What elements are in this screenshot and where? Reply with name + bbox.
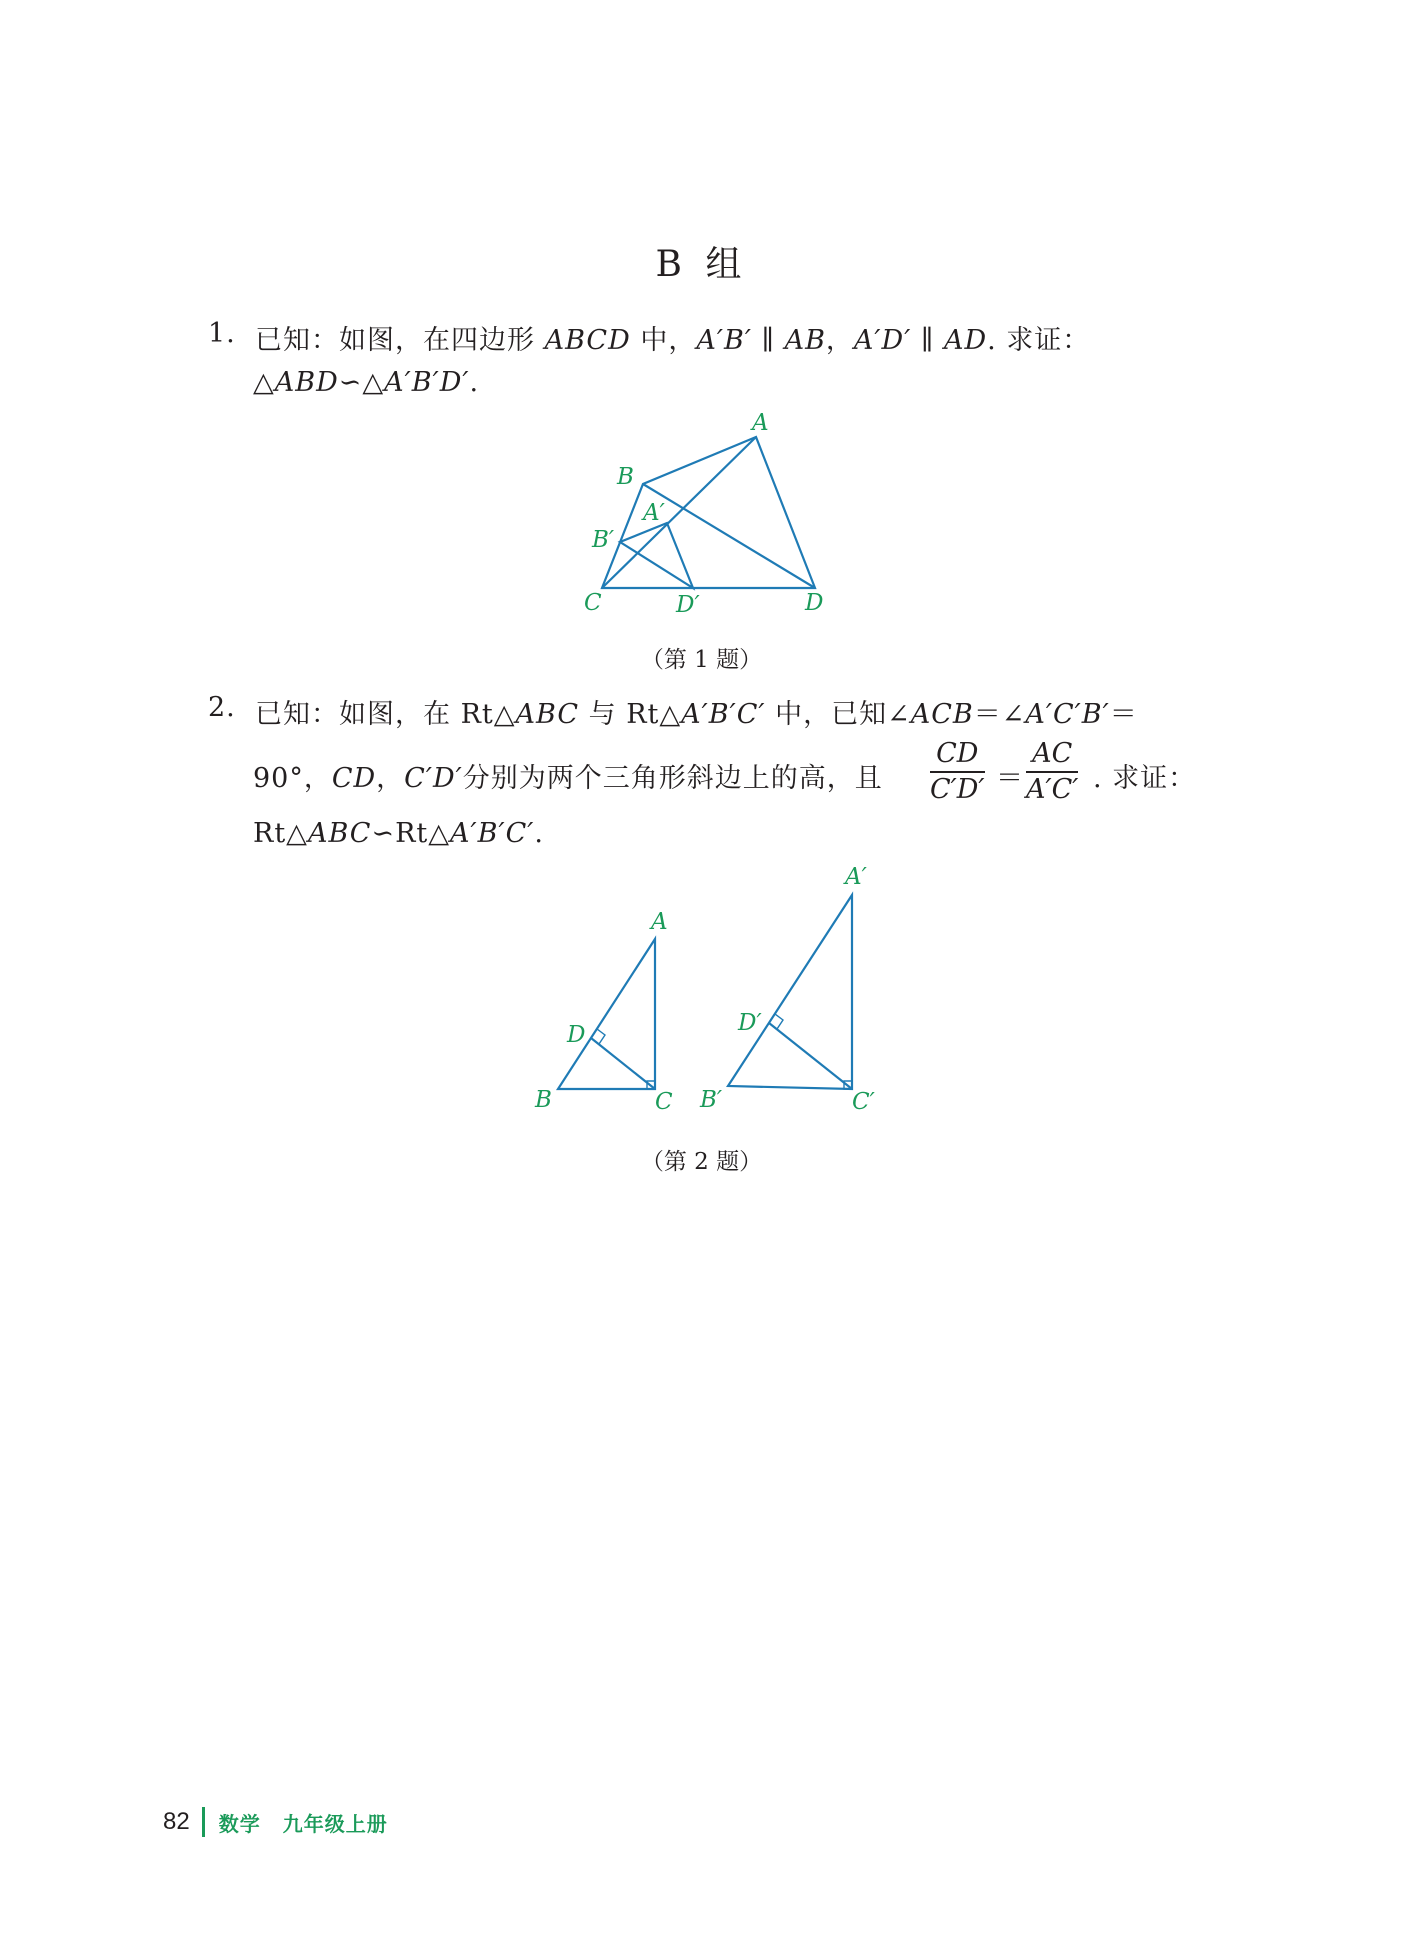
caption-figure-1: （第 1 题） (640, 647, 763, 673)
footer-grade: 九年级上册 (282, 1811, 388, 1836)
page-footer (163, 1804, 388, 1840)
quadrilateral-name: ABCD (544, 325, 631, 356)
right-angle-c1 (844, 1081, 852, 1089)
altitude-c1d1 (769, 1023, 852, 1089)
label-B-prime: B′ (592, 527, 615, 553)
right-angle-d1 (769, 1014, 783, 1029)
label-B2: B (535, 1087, 552, 1113)
label-D2-prime: D′ (738, 1010, 762, 1036)
problem-2-number: 2. (208, 692, 236, 723)
label-C2-prime: C′ (852, 1089, 875, 1115)
fraction-ac-over-a1c1: $\frac{AC}{A'C'}$ (1026, 738, 1079, 805)
diagonal-ca (602, 437, 756, 588)
footer-divider (202, 1807, 205, 1837)
label-D2: D (567, 1022, 586, 1048)
label-D: D (805, 590, 824, 616)
problem-1-number: 1. (208, 318, 236, 349)
label-D-prime: D′ (676, 592, 700, 618)
diagonal-bd (643, 484, 815, 588)
problem-2-prove-label: . 求证： (1093, 763, 1197, 794)
problem-2-text: 已知：如图，在 Rt△ (255, 699, 516, 730)
label-B: B (617, 464, 634, 490)
label-A: A (752, 410, 769, 436)
section-title: B 组 (655, 244, 748, 285)
right-angle-c (647, 1081, 655, 1089)
caption-figure-2: （第 2 题） (640, 1149, 763, 1175)
fraction-cd-over-c1d1: $\frac{CD}{C'D'}$ (930, 738, 985, 805)
label-A-prime: A′ (643, 500, 665, 526)
label-A2: A (651, 909, 668, 935)
parallel-condition-2: A′D′ ∥ AD (853, 325, 988, 356)
triangle-a1b1d1 (620, 523, 693, 588)
triangle-a1b1c1 (728, 895, 852, 1089)
parallel-condition-1: A′B′ ∥ AB (696, 325, 826, 356)
similarity-statement-1: △ABD∽△A′B′D′ (253, 367, 470, 398)
footer-subject: 数学 (218, 1811, 261, 1836)
quadrilateral-abcd (602, 437, 815, 588)
problem-1-text: 已知：如图，在四边形 (255, 325, 545, 356)
right-angle-d (591, 1029, 605, 1044)
altitude-cd (591, 1038, 655, 1089)
label-B2-prime: B′ (700, 1087, 723, 1113)
label-A2-prime: A′ (845, 864, 867, 890)
label-C2: C (655, 1089, 673, 1115)
label-C: C (584, 590, 602, 616)
page-number: 82 (163, 1808, 190, 1835)
triangle-abc (558, 939, 655, 1089)
fraction-equals: ＝ (996, 763, 1024, 794)
